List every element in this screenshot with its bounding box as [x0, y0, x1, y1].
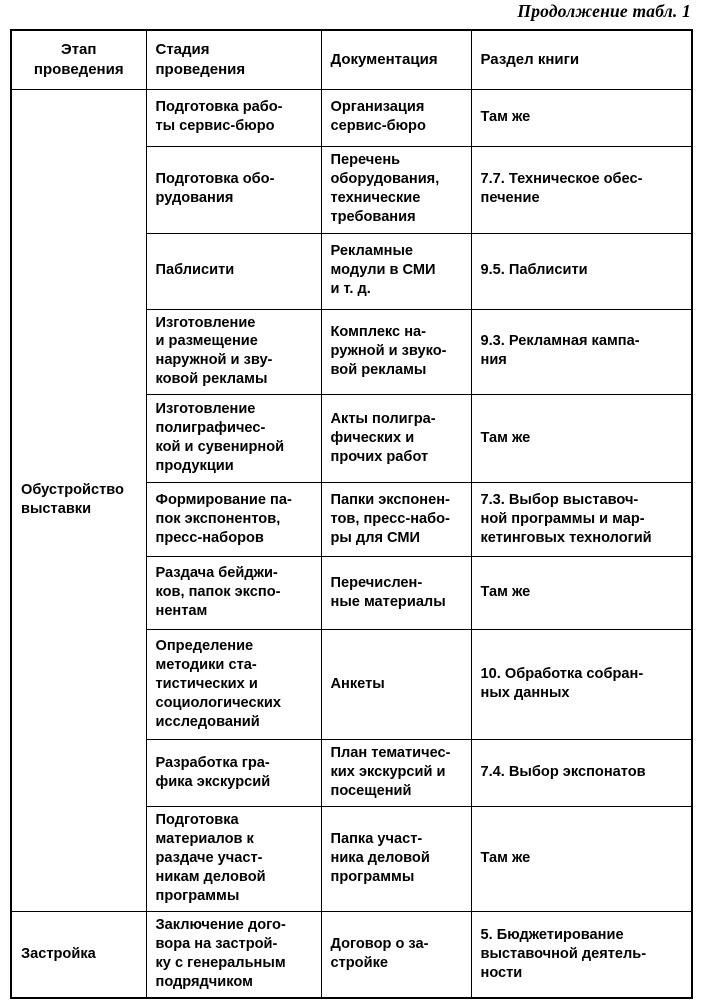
stage-line: ков, папок экспо- — [155, 584, 281, 601]
header-line: Документация — [330, 51, 438, 68]
stage-line: Подготовка — [155, 812, 239, 829]
stage-line: кой и сувенирной — [155, 439, 285, 456]
exhibition-stages-table — [10, 29, 693, 999]
documentation-line: План тематичес- — [330, 745, 451, 762]
phase-line: выставки — [21, 500, 92, 517]
book-section-cell — [471, 309, 692, 395]
stage-line: рудования — [155, 190, 234, 206]
documentation-line: Папки экспонен- — [330, 491, 450, 508]
book-section-cell — [471, 807, 692, 912]
book-section-line: кетинговых технологий — [480, 529, 652, 546]
phase-line: Обустройство — [21, 481, 124, 498]
header-line: Этап — [61, 41, 97, 59]
column-header-stage — [146, 30, 321, 89]
book-section-line: ности — [480, 964, 523, 981]
stage-line: нентам — [155, 603, 208, 620]
stage-line: Паблисити — [155, 262, 235, 279]
documentation-line: оборудования, — [330, 171, 440, 188]
table-header-row — [11, 30, 692, 89]
documentation-line: требования — [330, 208, 416, 225]
documentation-line: посещений — [330, 783, 412, 800]
book-section-line: 5. Бюджетирование — [480, 926, 624, 943]
stage-cell — [146, 740, 321, 807]
book-section-line: печение — [480, 190, 540, 206]
stage-line: фика экскурсий — [155, 773, 271, 790]
stage-line: методики ста- — [155, 656, 257, 673]
documentation-line: фических и — [330, 429, 415, 446]
phase-line: Застройка — [21, 945, 96, 962]
documentation-cell — [321, 483, 471, 557]
documentation-line: Организация — [330, 99, 425, 116]
stage-line: Формирование па- — [155, 491, 292, 508]
documentation-cell — [321, 807, 471, 912]
stage-cell — [146, 233, 321, 309]
stage-line: подрядчиком — [155, 974, 253, 991]
book-section-line: ных данных — [480, 685, 570, 702]
book-section-cell — [471, 630, 692, 740]
stage-line: пок экспонентов, — [155, 510, 281, 527]
book-section-line: Там же — [480, 850, 531, 867]
header-line: Стадия — [155, 41, 210, 59]
stage-cell — [146, 912, 321, 998]
stage-cell — [146, 309, 321, 395]
documentation-cell — [321, 89, 471, 146]
stage-line: социологических — [155, 694, 281, 711]
book-section-line: выставочной деятель- — [480, 945, 647, 962]
documentation-line: Анкеты — [330, 675, 385, 692]
documentation-cell — [321, 395, 471, 483]
book-section-cell — [471, 912, 692, 998]
stage-line: Изготовление — [155, 401, 256, 418]
stage-line: Изготовление — [155, 314, 256, 331]
table-row — [11, 912, 692, 998]
stage-cell — [146, 89, 321, 146]
table-header — [11, 30, 692, 89]
documentation-cell — [321, 309, 471, 395]
stage-line: пресс-наборов — [155, 529, 264, 546]
stage-line: раздаче участ- — [155, 850, 263, 867]
phase-cell-construction — [11, 912, 146, 998]
book-section-line: ной программы и мар- — [480, 510, 645, 527]
continuation-table-title: Продолжение табл. 1 — [517, 1, 691, 21]
stage-line: наружной и зву- — [155, 352, 273, 369]
stage-cell — [146, 630, 321, 740]
stage-line: полиграфичес- — [155, 420, 266, 437]
stage-line: Раздача бейджи- — [155, 565, 278, 582]
stage-line: ты сервис-бюро — [155, 118, 275, 134]
documentation-line: Комплекс на- — [330, 323, 427, 340]
book-section-line: Там же — [480, 429, 531, 446]
book-section-cell — [471, 557, 692, 630]
header-line: Раздел книги — [480, 51, 580, 68]
book-section-cell — [471, 146, 692, 233]
documentation-cell — [321, 630, 471, 740]
stage-line: ку с генеральным — [155, 955, 286, 972]
header-line: проведения — [155, 60, 246, 78]
phase-cell-exhibition-setup — [11, 89, 146, 912]
stage-line: Подготовка обо- — [155, 171, 275, 188]
header-line: проведения — [33, 60, 124, 78]
stage-line: Подготовка рабо- — [155, 99, 283, 116]
book-section-line: 7.4. Выбор экспонатов — [480, 764, 646, 781]
documentation-line: ры для СМИ — [330, 529, 421, 546]
documentation-line: стройке — [330, 955, 388, 972]
documentation-line: Перечислен- — [330, 574, 423, 591]
documentation-cell — [321, 557, 471, 630]
stage-line: никам деловой — [155, 869, 266, 886]
documentation-line: технические — [330, 190, 421, 206]
stage-line: продукции — [155, 458, 234, 475]
book-section-line: 10. Обработка собран- — [480, 666, 644, 683]
documentation-line: тов, пресс-набо- — [330, 510, 450, 527]
stage-line: Определение — [155, 637, 254, 654]
book-section-cell — [471, 740, 692, 807]
table-row — [11, 89, 692, 146]
column-header-book-section — [471, 30, 692, 89]
documentation-line: прочих работ — [330, 448, 429, 465]
stage-line: вора на застрой- — [155, 936, 278, 953]
book-section-cell — [471, 395, 692, 483]
documentation-cell — [321, 233, 471, 309]
documentation-line: Договор о за- — [330, 936, 429, 953]
documentation-line: Папка участ- — [330, 831, 423, 848]
stage-line: и размещение — [155, 333, 258, 350]
book-section-line: 9.5. Паблисити — [480, 262, 588, 279]
book-section-line: Там же — [480, 108, 531, 125]
documentation-line: сервис-бюро — [330, 118, 426, 134]
documentation-line: вой рекламы — [330, 361, 427, 378]
stage-line: Заключение дого- — [155, 917, 286, 934]
column-header-documentation — [321, 30, 471, 89]
book-section-line: Там же — [480, 584, 531, 601]
book-section-line: ния — [480, 352, 507, 369]
stage-line: ковой рекламы — [155, 371, 268, 388]
stage-line: исследований — [155, 713, 260, 730]
documentation-line: Рекламные — [330, 243, 414, 260]
documentation-cell — [321, 740, 471, 807]
book-section-line: 7.7. Техническое обес- — [480, 171, 643, 188]
documentation-line: ружной и звуко- — [330, 342, 447, 359]
stage-line: программы — [155, 888, 240, 905]
documentation-line: ника деловой — [330, 850, 430, 867]
stage-cell — [146, 146, 321, 233]
documentation-line: программы — [330, 869, 415, 886]
documentation-line: Акты полигра- — [330, 410, 436, 427]
stage-line: материалов к — [155, 831, 254, 848]
documentation-cell — [321, 912, 471, 998]
stage-cell — [146, 483, 321, 557]
documentation-cell — [321, 146, 471, 233]
table-body — [11, 89, 692, 998]
table-container — [10, 29, 691, 999]
stage-cell — [146, 557, 321, 630]
documentation-line: ких экскурсий и — [330, 764, 446, 781]
stage-cell — [146, 807, 321, 912]
stage-cell — [146, 395, 321, 483]
stage-line: Разработка гра- — [155, 754, 270, 771]
documentation-line: ные материалы — [330, 593, 446, 610]
book-section-line: 7.3. Выбор выставоч- — [480, 491, 639, 508]
documentation-line: Перечень — [330, 152, 401, 169]
book-section-cell — [471, 89, 692, 146]
stage-line: тистических и — [155, 675, 258, 692]
documentation-line: модули в СМИ — [330, 262, 436, 279]
book-section-cell — [471, 483, 692, 557]
book-section-line: 9.3. Рекламная кампа- — [480, 333, 640, 350]
column-header-phase — [11, 30, 146, 89]
book-section-cell — [471, 233, 692, 309]
documentation-line: и т. д. — [330, 280, 371, 297]
